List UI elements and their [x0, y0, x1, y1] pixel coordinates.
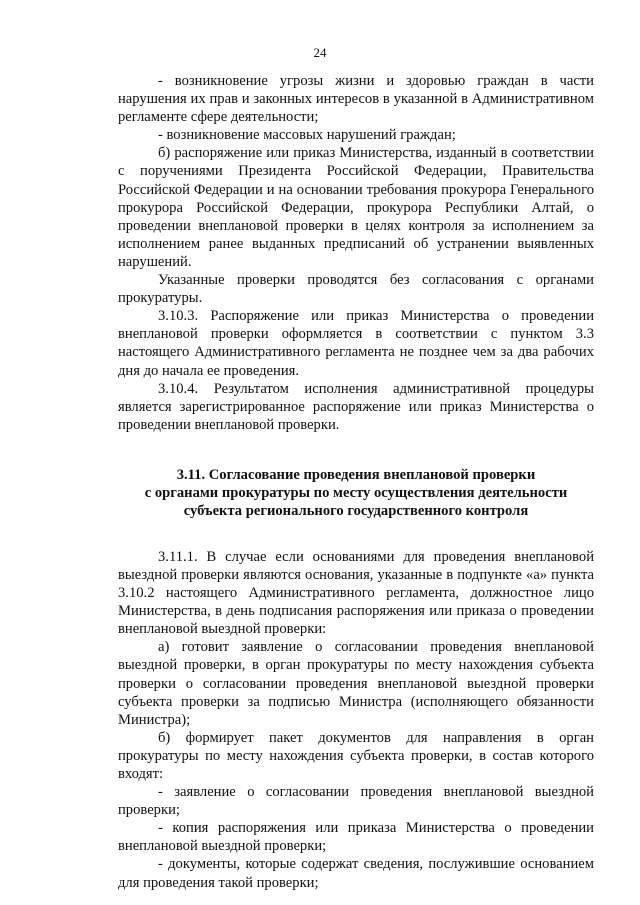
- paragraph: - возникновение массовых нарушений граждан;: [158, 127, 456, 144]
- paragraph: - копия распоряжения или приказа Министерства о проведении внеплановой выездной проверки;: [118, 820, 594, 855]
- paragraph: Указанные проверки проводятся без согласования с органами прокуратуры.: [118, 272, 594, 307]
- page-content: [118, 72, 594, 892]
- paragraph: 3.10.3. Распоряжение или приказ Министерства о проведении внеплановой проверки оформляется в соответствии с пунктом 3.3 настоящего Административного регламента не позднее чем за два рабочих дня до начала ее проведения.: [118, 308, 594, 379]
- page-number: 24: [313, 45, 327, 60]
- paragraph: - возникновение угрозы жизни и здоровью граждан в части нарушения их прав и законных интересов в указанной в Административном регламенте сфере деятельности;: [118, 73, 594, 126]
- heading-line: с органами прокуратуры по месту осуществления деятельности: [144, 484, 568, 501]
- heading-line: субъекта регионального государственного контроля: [183, 502, 529, 519]
- paragraph: а) готовит заявление о согласовании проведения внеплановой выездной проверки, в орган прокуратуры по месту нахождения субъекта проверки о согласовании проведения внеплановой выездной проверки субъекта проверки за подписью Министра (исполняющего обязанности Министра);: [118, 639, 594, 728]
- paragraph: 3.10.4. Результатом исполнения административной процедуры является зарегистрированное распоряжение или приказ Министерства о проведении внеплановой проверки.: [118, 380, 594, 433]
- heading-line: 3.11. Согласование проведения внеплановой проверки: [176, 466, 536, 483]
- paragraph: - заявление о согласовании проведения внеплановой выездной проверки;: [118, 784, 594, 819]
- paragraph: 3.11.1. В случае если основаниями для проведения внеплановой выездной проверки являются основания, указанные в подпункте «а» пункта 3.10.2 настоящего Административного регламента, должностное лицо Министерства, в день подписания распоряжения или приказа о проведении внеплановой выездной проверки:: [118, 548, 594, 638]
- paragraph: б) распоряжение или приказ Министерства, изданный в соответствии с поручениями Президента Российской Федерации, Правительства Российской Федерации и на основании требования прокурора Генерального прокурора Российской Федерации, прокурора Республики Алтай, о проведении внеплановой проверки в целях контроля за исполнением за исполнением ранее выданных предписаний об устранении выявленных нарушений.: [118, 145, 594, 270]
- section-heading: [118, 466, 594, 520]
- paragraph: б) формирует пакет документов для направления в орган прокуратуры по месту нахождения субъекта проверки, в состав которого входят:: [118, 729, 594, 782]
- paragraph: - документы, которые содержат сведения, послужившие основанием для проведения такой проверки;: [118, 856, 594, 891]
